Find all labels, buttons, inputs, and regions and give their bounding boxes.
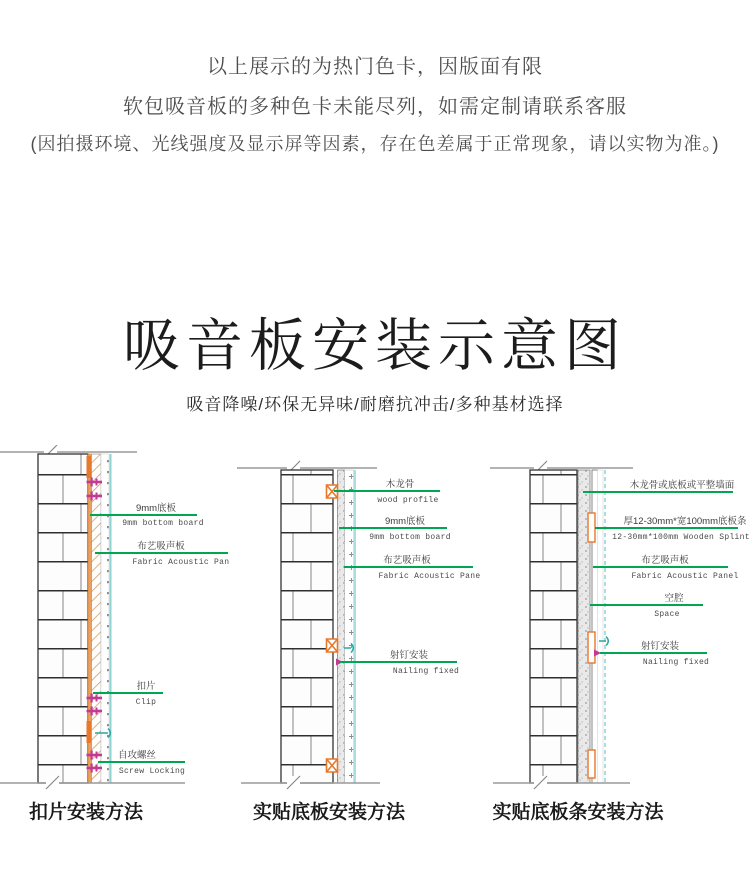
brick-wall — [530, 470, 577, 783]
caption-board-install: 实贴底板安装方法 — [252, 802, 405, 823]
diagram-board-install — [230, 445, 480, 795]
intro-line-3: (因拍摄环境、光线强度及显示屏等因素，存在色差属于正常现象，请以实物为准。) — [30, 134, 720, 154]
intro-line-1: 以上展示的为热门色卡，因版面有限 — [207, 56, 543, 78]
label-en: Nailing fixed — [392, 667, 460, 676]
label-zh: 木龙骨 — [385, 479, 415, 490]
label-zh: 布艺吸声板 — [641, 555, 689, 566]
acoustic-panel-layer — [345, 470, 356, 783]
label-en: Clip — [135, 698, 157, 707]
label-en: Fabric Acoustic Panel — [132, 558, 230, 567]
brick-wall — [281, 470, 333, 783]
label-zh: 空腔 — [664, 593, 684, 604]
label-zh: 自攻螺丝 — [117, 750, 157, 761]
label-en: 9mm bottom board — [122, 519, 204, 528]
label-zh: 9mm底板 — [135, 503, 177, 514]
label-zh: 射钉安装 — [389, 650, 429, 661]
label-en: Nailing fixed — [642, 658, 710, 667]
page-subtitle: 吸音降噪/环保无异味/耐磨抗冲击/多种基材选择 — [186, 395, 564, 414]
label-en: Space — [654, 610, 680, 619]
caption-clip-install: 扣片安装方法 — [28, 802, 143, 823]
label-en: Fabric Acoustic Panel — [631, 572, 739, 581]
diagram-splint-install — [480, 445, 750, 795]
label-zh: 木龙骨或底板或平整墙面 — [629, 480, 735, 491]
acoustic-panel-layer — [598, 470, 606, 783]
label-en: wood profile — [377, 496, 439, 505]
label-en: Screw Locking — [118, 767, 186, 776]
page-title: 吸音板安装示意图 — [123, 314, 627, 378]
label-zh: 扣片 — [136, 681, 156, 692]
label-en: 9mm bottom board — [369, 533, 451, 542]
bottom-board-layer — [338, 470, 345, 783]
label-zh: 9mm底板 — [384, 516, 426, 527]
label-en: 12-30mm*100mm Wooden Splint — [612, 533, 750, 542]
label-zh: 布艺吸声板 — [383, 555, 431, 566]
brick-wall — [38, 454, 88, 783]
label-zh: 射钉安装 — [640, 641, 680, 652]
label-zh: 布艺吸声板 — [137, 541, 185, 552]
label-zh: 厚12-30mm*宽100mm底板条 — [623, 516, 747, 527]
caption-splint-install: 实贴底板条安装方法 — [492, 802, 664, 823]
diagram-clip-install — [0, 445, 230, 795]
intro-line-2: 软包吸音板的多种色卡未能尽列，如需定制请联系客服 — [123, 96, 627, 118]
label-en: Fabric Acoustic Panel — [378, 572, 480, 581]
